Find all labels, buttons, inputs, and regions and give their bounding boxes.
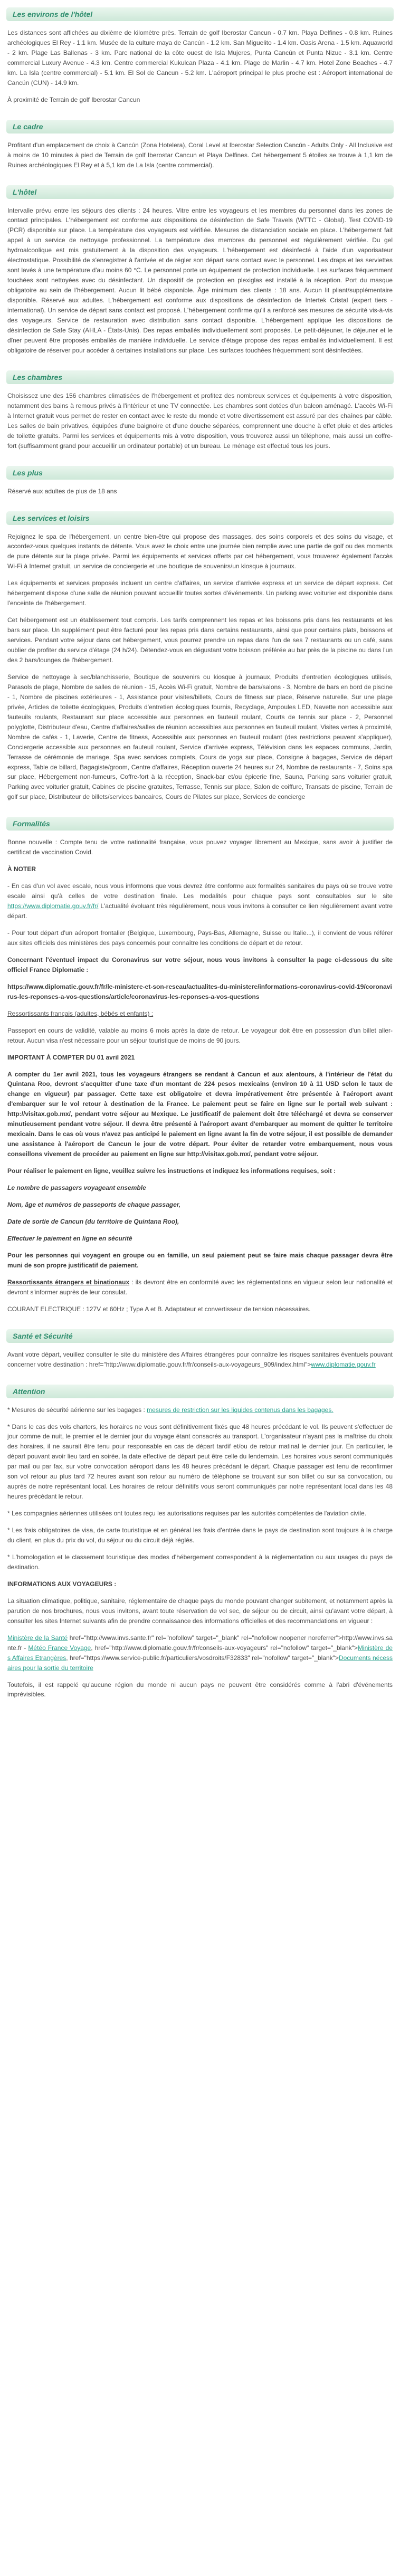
payment-item-exit-date: Date de sortie de Cancun (du territoire de Quintana Roo), [7, 1217, 179, 1225]
section-title-hotel: L'hôtel [6, 185, 394, 199]
raw-href-text-1: href="http://www.invs.sante.fr" rel="nofollow" target="_blank" rel="nofollow noopener noreferrer">http://www.invs.sante.fr - [7, 1634, 393, 1652]
section-title-environs: Les environs de l'hôtel [6, 7, 394, 21]
baggage-security-bullet [7, 1405, 393, 1415]
a-noter-label: À NOTER [7, 865, 36, 873]
stopover-text-before-link: - En cas d'un vol avec escale, nous vous informons que vous devrez être conforme aux formalités sanitaires du pays où se trouve votre escale ainsi qu'à celles de votre destination finale. Les modalités pour chaque pays sont consultables sur le site [7, 882, 393, 900]
section-title-services: Les services et loisirs [6, 511, 394, 525]
affaires-etrangeres-link[interactable]: Ministère des Affaires Etrangères [7, 1644, 393, 1662]
important-date-heading: IMPORTANT À COMPTER DU 01 avril 2021 [7, 1053, 135, 1061]
foreign-nationals-paragraph [7, 1277, 393, 1297]
group-payment-paragraph: Pour les personnes qui voyagent en groupe ou en famille, un seul paiement peut se faire mais chaque passager devra être muni de son propre justificatif de paiement. [7, 1251, 393, 1269]
foreign-nationals-text: : ils devront être en conformité avec les réglementations en vigueur selon leur nationalité et devront s'informer auprès de leur consulat. [7, 1278, 393, 1296]
health-advice-paragraph [7, 1350, 393, 1370]
section-les-chambres [6, 370, 394, 451]
section-le-cadre [6, 120, 394, 170]
section-sante-securite [6, 1329, 394, 1370]
section-formalites [6, 817, 394, 1314]
proximity-note: À proximité de Terrain de golf Iberostar Cancun [7, 96, 140, 103]
coronavirus-url: https://www.diplomatie.gouv.fr/fr/le-ministere-et-son-reseau/actualites-du-ministere/informations-coronavirus-covid-19/coronavirus-les-reponses-a-vos-questions/article/coronavirus-les-reponses-a-vos-questions [7, 982, 392, 1000]
coronavirus-intro: Concernant l'éventuel impact du Coronavirus sur votre séjour, nous vous invitons à consulter la page ci-dessous du site officiel France Diplomatie : [7, 956, 393, 974]
section-title-plus: Les plus [6, 466, 394, 480]
section-title-formalites: Formalités [6, 817, 394, 831]
final-disclaimer: Toutefois, il est rappelé qu'aucune région du monde ni aucun pays ne peuvent être considérés comme à l'abri d'événements imprévisibles. [7, 1681, 393, 1699]
electric-current-note: COURANT ELECTRIQUE : 127V et 60Hz ; Type A et B. Adaptateur et convertisseur de tension nécessaires. [7, 1305, 311, 1313]
meteo-france-link[interactable]: Météo France Voyage [28, 1644, 91, 1652]
baggage-security-text: * Mesures de sécurité aérienne sur les bagages : [7, 1406, 147, 1414]
amenities-list: Service de nettoyage à sec/blanchisserie, Boutique de souvenirs ou kiosque à journaux, Produits d'entretien écologiques utilisés, Parasols de plage, Nombre de salles de réunion - 15, Accès Wi-Fi gratuit, Nombre de bars/salons - 3, Nombre de bars en bord de piscine - 1, Nombre de piscines extérieures - 1, Assistance pour visites/billets, Cours de fitness sur place, Réserve naturelle, Sur une plage privée, Articles de toilette écologiques, Produits d'entretien écologiques fournis, Recyclage, Ampoules LED, Navette non accessible aux fauteuils roulants, Restaurant sur place accessible aux personnes en fauteuil roulant, Courts de tennis sur place - 2, Personnel polyglotte, Distributeur d'eau, Centre d'affaires/salles de réunion accessibles aux personnes en fauteuil roulant, Visites vertes à proximité, Nombre de cafés - 1, Laverie, Centre de fitness, Accessible aux personnes en fauteuil roulant (des restrictions peuvent s'appliquer), Conciergerie accessible aux personnes en fauteuil roulant, Service d'arrivée express, Télévision dans les espaces communs, Jardin, Terrasse de cérémonie de mariage, Spa avec services complets, Cours de yoga sur place, Consigne à bagages, Service de départ express, Table de billard, Bagagiste/groom, Centre d'affaires, Réception ouverte 24 heures sur 24, Nombre de restaurants - 7, Soins spa sur place, Hébergement non-fumeurs, Coffre-fort à la réception, Snack-bar et/ou épicerie fine, Sauna, Parking sans voiturier gratuit, Parking avec voiturier gratuit, Cabines de piscine gratuites, Terrasse, Tennis sur place, Salon de coiffure, Transats de piscine, Terrain de golf sur place, Distributeur de billets/services bancaires, Cours de Pilates sur place, Services de concierge [7, 673, 393, 801]
section-les-environs [6, 7, 394, 105]
distances-list: Les distances sont affichées au dixième de kilomètre près. Terrain de golf Iberostar Cancun - 0.7 km. Playa Delfines - 0.8 km. Ruines archéologiques El Rey - 1.1 km. Musée de la culture maya de Cancún - 1.2 km. San Miguelito - 1.4 km. Oasis Arena - 1.5 km. Aquaworld - 2 km. Plage Las Ballenas - 3 km. Parc national de la côte ouest de Isla Mujeres, Punta Cancún et Punta Nizuc - 3.1 km. Centre commercial Luxury Avenue - 4.3 km. Centre commercial Kukulcan Plaza - 4.1 km. Plage de Marlin - 4.7 km. Hotel Zone Beaches - 4.7 km. La Isla (centre commercial) - 5.1 km. El Sol de Cancun - 5.2 km. L'aéroport principal le plus proche est : Aéroport international de Cancún (CUN) - 14.9 km. [7, 29, 393, 87]
stopover-paragraph [7, 881, 393, 921]
passport-requirements: Passeport en cours de validité, valable au moins 6 mois après la date de retour. Le voyageur doit être en possession d'un billet aller-retour. Aucun visa n'est nécessaire pour un séjour touristique de moins de 90 jours. [7, 1026, 393, 1044]
payment-item-identity: Nom, âge et numéros de passeports de chaque passager, [7, 1201, 181, 1209]
charter-flights-bullet: * Dans le cas des vols charters, les horaires ne vous sont définitivement fixés que 48 heures précédant le vol. Ils peuvent s'effectuer de jour comme de nuit, le premier et le dernier jour du voyage étant consacrés au transport. L'organisateur n'ayant pas la maîtrise du choix des horaires, il ne saurait être tenu pour responsable en cas de départ tardif et/ou de retour matinal le dernier jour. En particulier, le départ pouvant avoir lieu tard en soirée, la date effective de départ peut être celle du lendemain. Les horaires vous seront communiqués par mail ou par fax, sur votre convocation aéroport dans les 48 heures précédant le départ. Chaque passager est tenu de reconfirmer son vol retour au plus tard 72 heures avant son retour au numéro de téléphone se trouvant sur son billet ou sur sa convocation, ou auprès de notre représentant local. Les horaires de retour définitifs vous seront communiqués par notre représentant local dans les 48 heures précédant le retour. [7, 1423, 393, 1501]
accommodation-classification-bullet: * L'homologation et le classement touristique des modes d'hébergement correspondent à la réglementation ou aux usages du pays de destination. [7, 1553, 393, 1571]
section-attention [6, 1385, 394, 1700]
section-l-hotel [6, 185, 394, 356]
diplomatie-gouv-link[interactable]: www.diplomatie.gouv.fr [311, 1360, 376, 1368]
ministere-sante-link[interactable]: Ministère de la Santé [7, 1634, 68, 1642]
payment-item-secure-payment: Effectuer le paiement en ligne en sécurité [7, 1234, 132, 1242]
rooms-paragraph: Choisissez une des 156 chambres climatisées de l'hébergement et profitez des nombreux services et équipements à votre disposition, notamment des bains à remous privés à l'intérieur et une TV connectée. Les chambres sont dotées d'un balcon aménagé. L'accès Wi-Fi à Internet gratuit vous permet de rester en contact avec le reste du monde et votre divertissement est assuré par des chaînes par câble. Les salles de bain privatives, équipées d'une baignoire et d'une douche séparées, comprennent une douche à effet pluie et des articles de toilette gratuits. Parmi les services et équipements mis à votre disposition, vous trouverez aussi un téléphone, mais aussi un coffre-fort (suffisamment grand pour accueillir un ordinateur portable) et un bureau. Le ménage est effectué tous les jours. [7, 392, 393, 450]
raw-href-text-3: , href="https://www.service-public.fr/particuliers/vosdroits/F32833" rel="nofollow" target="_blank"> [66, 1654, 339, 1662]
adults-only-note: Réservé aux adultes de plus de 18 ans [7, 487, 117, 495]
diplomatie-site-link[interactable]: https://www.diplomatie.gouv.fr/fr/ [7, 902, 99, 910]
section-services-loisirs [6, 511, 394, 803]
foreign-nationals-heading: Ressortissants étrangers et binationaux [7, 1278, 130, 1286]
liquids-restriction-link[interactable]: mesures de restriction sur les liquides contenus dans les bagages. [147, 1406, 334, 1414]
services-paragraph-tout-compris: Cet hébergement est un établissement tout compris. Les tarifs comprennent les repas et les boissons pris dans les restaurants et les bars sur place. Un supplément peut être facturé pour les repas pris dans certains restaurants, ainsi que pour certains plats, boissons et services. Pendant votre séjour dans cet hébergement, vous pourrez prendre un repas dans l'un de ses 7 restaurants ou un café, sans oublier de profiter du service d'étage (24 h/24). Détendez-vous en dégustant votre boisson préférée au bar près de la piscine ou dans l'un des 2 bars/lounges de l'hébergement. [7, 616, 393, 664]
raw-href-text-2: , href="http://www.diplomatie.gouv.fr/fr/conseils-aux-voyageurs" rel="nofollow" target="_blank"> [91, 1644, 358, 1652]
section-title-chambres: Les chambres [6, 370, 394, 384]
french-nationals-heading: Ressortissants français (adultes, bébés et enfants) : [7, 1009, 154, 1017]
good-news-paragraph: Bonne nouvelle : Compte tenu de votre nationalité française, vous pouvez voyager librement au Mexique, sans avoir à justifier de certificat de vaccination Covid. [7, 838, 393, 856]
border-airport-paragraph: - Pour tout départ d'un aéroport frontalier (Belgique, Luxembourg, Pays-Bas, Allemagne, Suisse ou Italie...), il convient de vous référer aux sites officiels des ministères des pays concernés pour connaître les conditions de départ et de retour. [7, 929, 393, 947]
travellers-information-label: INFORMATIONS AUX VOYAGEURS : [7, 1580, 117, 1588]
section-title-attention: Attention [6, 1385, 394, 1398]
hotel-description-paragraph: Intervalle prévu entre les séjours des clients : 24 heures. Vitre entre les voyageurs et les membres du personnel dans les zones de contact principales. L'hébergement est conforme aux dispositions de désinfection de Safe Travels (WTTC - Global). Test COVID-19 (PCR) disponible sur place. La température des voyageurs est vérifiée. Mesures de distanciation sociale en place. L'hébergement fait appel à un service de nettoyage professionnel. La température des membres du personnel est régulièrement vérifiée. Du gel hydroalcoolique est mis gratuitement à la disposition des voyageurs. L'hébergement est désinfecté à l'aide d'un vaporisateur électrostatique. Possibilité de s'enregistrer à l'arrivée et de régler son départ sans contact avec le personnel. Les draps et les serviettes sont lavés à une température d'au moins 60 °C. Le personnel porte un équipement de protection individuelle. Les surfaces fréquemment touchées sont nettoyées avec du désinfectant. Un dispositif de protection en plexiglas est installé à la réception. Port du masque obligatoire au sein de l'hébergement. Aucun lit bébé disponible. Âge minimum des clients : 18 ans. Aucun lit pliant/supplémentaire disponible. Réservé aux adultes. L'hébergement est conforme aux dispositions de désinfection de Intertek Cristal (expert tiers - international). Un service de départ sans contact est proposé. L'hébergement confirme qu'il a renforcé ses mesures de sécurité vis-à-vis des voyageurs. Service de restauration avec distribution sans contact disponible. L'hébergement applique les dispositions de désinfection de Safe Stay (AHLA - États-Unis). Des repas emballés individuellement sont proposés. Le petit-déjeuner, le déjeuner et le dîner peuvent être proposés emballés de manière individuelle. Le service d'étage propose des repas emballés individuellement. Il est obligatoire de réserver pour accéder à certaines installations sur place. Les surfaces touchées fréquemment sont désinfectées. [7, 206, 393, 354]
services-paragraph-spa: Rejoignez le spa de l'hébergement, un centre bien-être qui propose des massages, des soins corporels et des soins du visage, et accordez-vous quelques instants de détente. Vous avez le choix entre une journée bien remplie avec une partie de golf ou des moments de pure détente sur la plage privée. Parmi les équipements et services offerts par cet hébergement, vous trouverez également l'accès Wi-Fi à Internet gratuit, un service de conciergerie et une boutique de souvenirs/un kiosque à journaux. [7, 532, 393, 570]
sortie-territoire-link[interactable]: Documents nécessaires pour la sortie du territoire [7, 1654, 393, 1672]
cadre-paragraph: Profitant d'un emplacement de choix à Cancún (Zona Hotelera), Coral Level at Iberostar Selection Cancún - Adults Only - All Inclusive est à moins de 10 minutes à pied de Terrain de golf Iberostar Cancun et Playa Delfines. Cet hébergement 5 étoiles se trouve à 1,1 km de Ruines archéologiques El Rey et à 5,1 km de La Isla (centre commercial). [7, 141, 393, 169]
visa-fees-bullet: * Les frais obligatoires de visa, de carte touristique et en général les frais d'entrée dans le pays de destination sont toujours à la charge du client, en plus du prix du vol, du séjour ou du circuit déjà réglés. [7, 1526, 393, 1544]
section-title-cadre: Le cadre [6, 120, 394, 133]
health-advice-text: Avant votre départ, veuillez consulter le site du ministère des Affaires étrangères pour connaître les risques sanitaires éventuels pouvant concerner votre destination : href="http://www.diplomatie.gouv.fr/fr/conseils-aux-voyageurs_909/index.html"> [7, 1350, 393, 1368]
travellers-information-paragraph: La situation climatique, politique, sanitaire, réglementaire de chaque pays du monde pouvant changer subitement, et notamment après la parution de nos brochures, nous vous invitons, avant toute réservation de vol sec, de séjour ou de circuit, ainsi qu'avant votre départ, à consulter les sites Internet suivants afin de prendre connaissance des informations officielles et des recommandations en vigueur : [7, 1597, 393, 1625]
official-links-paragraph [7, 1633, 393, 1673]
section-les-plus [6, 466, 394, 497]
section-title-sante: Santé et Sécurité [6, 1329, 394, 1343]
payment-item-passengers: Le nombre de passagers voyageant ensemble [7, 1184, 146, 1192]
airlines-authorization-bullet: * Les compagnies aériennes utilisées ont toutes reçu les autorisations requises par les autorités compétentes de l'aviation civile. [7, 1510, 366, 1518]
online-payment-intro: Pour réaliser le paiement en ligne, veuillez suivre les instructions et indiquez les informations requises, soit : [7, 1167, 336, 1175]
services-paragraph-equipements: Les équipements et services proposés incluent un centre d'affaires, un service d'arrivée express et un service de départ express. Cet hébergement dispose d'une salle de réunion pouvant accueillir toutes sortes d'événements. Un parking avec voiturier est disponible dans l'enceinte de l'hébergement. [7, 579, 393, 607]
stopover-text-after-link: L'actualité évoluant très régulièrement, nous vous invitons à consulter ce lien régulièrement avant votre départ. [7, 902, 393, 920]
visitax-paragraph: A compter du 1er avril 2021, tous les voyageurs étrangers se rendant à Cancun et aux alentours, à l'intérieur de l'état du Quintana Roo, devront s'acquitter d'une taxe d'un montant de 224 pesos mexicains (environ 10 à 11 USD selon le taux de change en vigueur) par passager. Cette taxe est obligatoire et devra impérativement être présentée à l'aéroport avant d'embarquer sur le vol retour à destination de la France. Le paiement peut se faire en ligne sur le portail web suivant : http://visitax.gob.mx/, pendant votre séjour au Mexique. Le justificatif de paiement doit être téléchargé et devra se conserver minutieusement pendant votre séjour. Il devra être présenté à l'aéroport avant d'embarquer au moment de quitter le territoire mexicain. Dans le cas où vous n'avez pas anticipé le paiement en ligne avant la fin de votre séjour, il est possible de demander une assistance à l'aéroport de Cancun le jour de votre départ. Pour éviter de retarder votre embarquement, nous vous conseillons vivement de procéder au paiement en ligne sur http://visitax.gob.mx/, pendant votre séjour. [7, 1070, 393, 1158]
